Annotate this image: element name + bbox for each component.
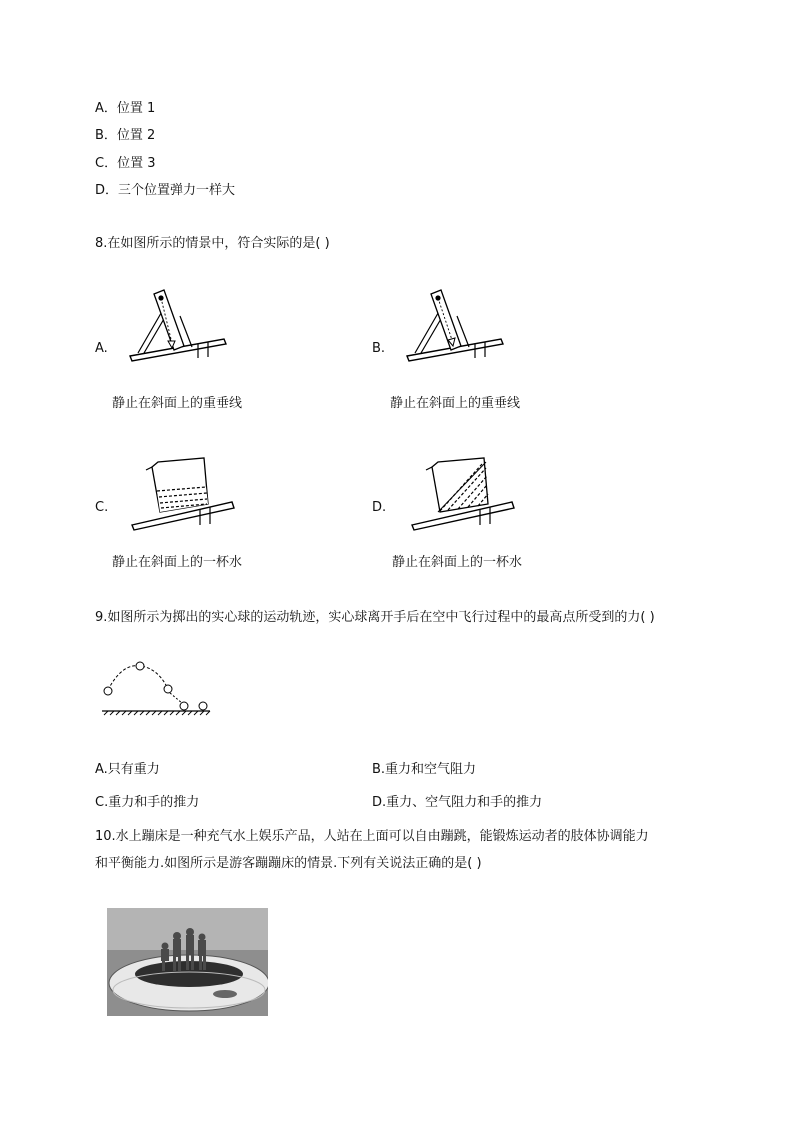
q8-figure-a [120, 288, 230, 368]
q9-option-a: A.只有重力 [95, 762, 160, 777]
q8-option-c-letter: C. [95, 500, 109, 515]
q7-option-a: A．位置 1 [95, 101, 156, 116]
q8-option-a-caption: 静止在斜面上的重垂线 [112, 396, 243, 411]
q9-option-d: D.重力、空气阻力和手的推力 [372, 795, 543, 810]
q7-option-b: B．位置 2 [95, 128, 156, 143]
q10-trampoline-photo [107, 908, 268, 1016]
q7-option-c: C．位置 3 [95, 156, 156, 171]
q8-option-d-caption: 静止在斜面上的一杯水 [392, 555, 523, 570]
q10-stem-line1: 10.水上蹦床是一种充气水上娱乐产品，人站在上面可以自由蹦跳，能锻炼运动者的肢体协调能力 [95, 829, 649, 844]
q10-stem-line2: 和平衡能力.如图所示是游客蹦蹦床的情景.下列有关说法正确的是( ) [95, 856, 482, 871]
q9-stem: 9.如图所示为掷出的实心球的运动轨迹，实心球离开手后在空中飞行过程中的最高点所受到的力( ) [95, 610, 655, 625]
q9-option-c: C.重力和手的推力 [95, 795, 200, 810]
q7-option-d: D．三个位置弹力一样大 [95, 183, 236, 198]
q8-option-d-letter: D. [372, 500, 387, 515]
q8-stem: 8.在如图所示的情景中，符合实际的是( ) [95, 236, 330, 251]
q8-option-a-letter: A. [95, 341, 108, 356]
q8-option-b-letter: B. [372, 341, 386, 356]
q9-trajectory-figure [100, 655, 215, 720]
q9-option-b: B.重力和空气阻力 [372, 762, 477, 777]
q8-figure-d [408, 448, 518, 530]
q8-option-c-caption: 静止在斜面上的一杯水 [112, 555, 243, 570]
q8-figure-c [128, 448, 238, 530]
q8-option-b-caption: 静止在斜面上的重垂线 [390, 396, 521, 411]
q8-figure-b [397, 288, 507, 368]
